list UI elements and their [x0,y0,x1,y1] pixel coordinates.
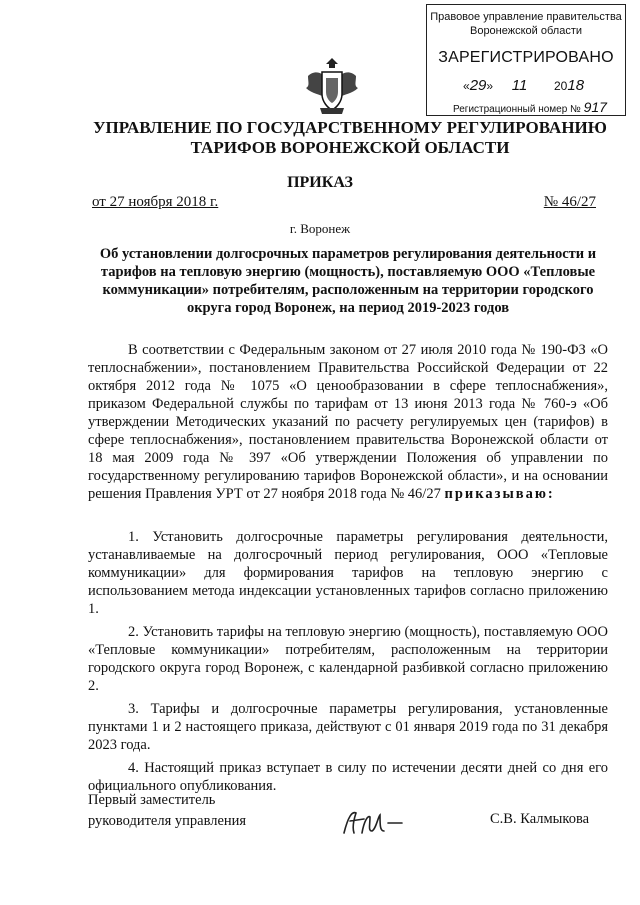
stamp-organization [427,10,625,38]
registration-stamp [426,4,626,116]
stamp-registered-label: ЗАРЕГИСТРИРОВАНО [438,49,614,66]
signatory-position-line1: Первый заместитель [88,792,216,808]
stamp-reg-number-value: 917 [583,99,607,115]
organization-title [60,118,640,158]
document-number: № 46/27 [543,194,596,210]
stamp-reg-number [453,99,607,115]
handwritten-signature [338,803,418,843]
stamp-org-line1: Правовое управление правительства [430,11,622,23]
document-type: ПРИКАЗ [287,174,353,191]
order-items [88,528,608,800]
signatory-position [88,790,246,832]
signatory-name: С.В. Калмыкова [490,811,590,827]
order-word: приказываю: [444,486,555,502]
org-title-line1: УПРАВЛЕНИЕ ПО ГОСУДАРСТВЕННОМУ РЕГУЛИРОВАНИЮ [93,118,607,137]
stamp-org-line2: Воронежской области [469,25,582,37]
order-item-2: 2. Установить тарифы на тепловую энергию (мощность), поставляемую ООО «Тепловые коммуникации» потребителям, расположенным на территории городского округа город Воронеж, с календарной разбивкой согласно приложению 2. [88,624,608,694]
stamp-date-day: 29 [469,77,487,94]
document-city: г. Воронеж [289,221,351,236]
preamble-text: В соответствии с Федеральным законом от 27 июля 2010 года № 190-ФЗ «О теплоснабжении», постановлением Правительства Российской Федерации от 22 октября 2012 года № 1075 «О ценообразовании в сфере теплоснабжения», приказом Федеральной службы по тарифам от 13 июня 2013 года № 760-э «Об утверждении Методических указаний по расчету регулируемых цен (тарифов) в сфере теплоснабжения», постановлением правительства Воронежской области от 18 мая 2009 года № 397 «Об утверждении Положения об управлении по государственному регулированию тарифов Воронежской области», и на основании решения Правления УРТ от 27 ноября 2018 года № 46/27 [88,342,608,502]
stamp-date-month: 11 [511,77,528,94]
stamp-date-year: 18 [567,77,585,94]
stamp-reg-number-label: Регистрационный номер № [453,104,581,115]
order-item-4: 4. Настоящий приказ вступает в силу по истечении десяти дней со дня его официального опубликования. [88,760,608,794]
order-item-3: 3. Тарифы и долгосрочные параметры регулирования, установленные пунктами 1 и 2 настоящего приказа, действуют с 01 января 2019 года по 31 декабря 2023 года. [88,701,608,753]
signatory-position-line2: руководителя управления [88,813,247,829]
order-item-1: 1. Установить долгосрочные параметры регулирования деятельности, устанавливаемые на долгосрочный период регулирования, ООО «Тепловые коммуникации» для формирования тарифов на тепловую энергию с использованием метода индексации установленных тарифов согласно приложению 1. [88,529,608,617]
stamp-date: «29» 11 2018 [463,77,585,94]
stamp-date-year-prefix: 20 [554,79,568,93]
document-date: от 27 ноября 2018 г. [92,194,219,210]
document-preamble [88,341,608,503]
coat-of-arms-icon [300,54,364,118]
org-title-line2: ТАРИФОВ ВОРОНЕЖСКОЙ ОБЛАСТИ [190,138,510,157]
document-subject: Об установлении долгосрочных параметров регулирования деятельности и тарифов на тепловую энергию (мощность), поставляемую ООО «Тепловые коммуникации» потребителям, расположенным на территории городского округа город Воронеж, на период 2019-2023 годов [99,246,597,316]
